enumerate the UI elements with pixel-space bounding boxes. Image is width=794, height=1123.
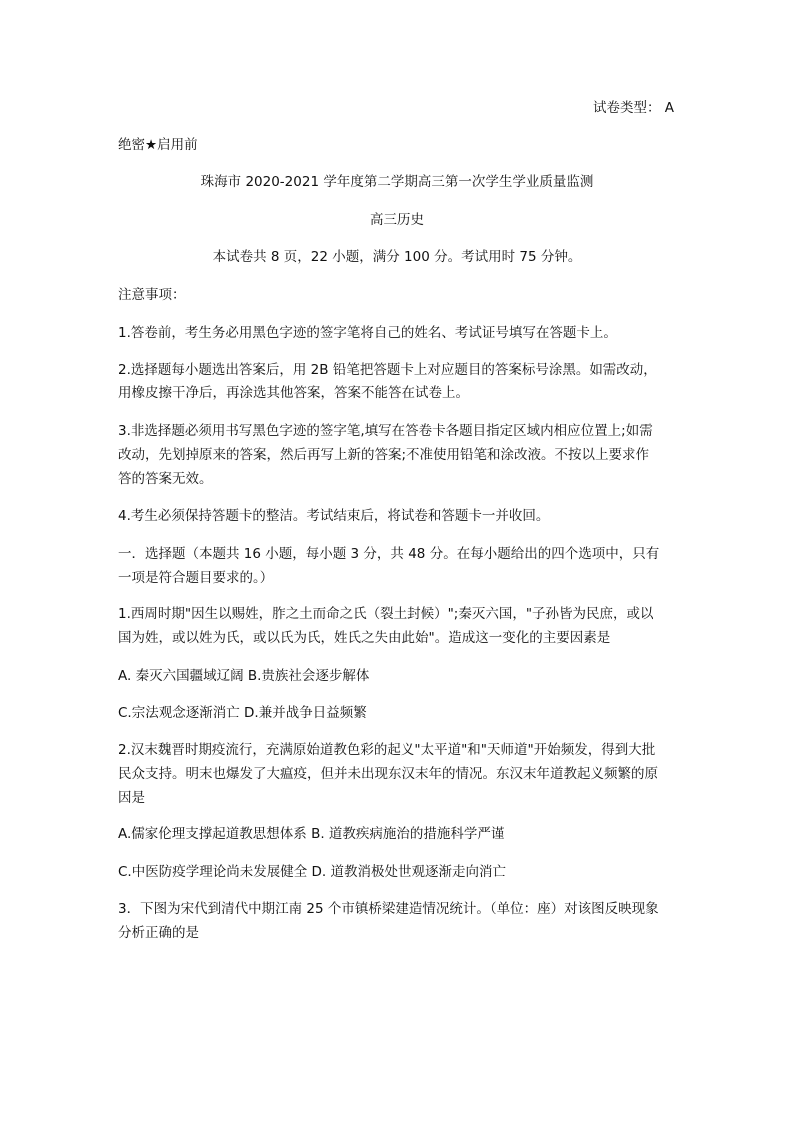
question-2-line-2: 民众支持。明末也爆发了大瘟疫，但并未出现东汉末年的情况。东汉末年道教起义频繁的原 bbox=[118, 766, 658, 782]
note-item-4: 4.考生必须保持答题卡的整洁。考试结束后，将试卷和答题卡一并收回。 bbox=[118, 508, 550, 524]
question-1-line-1: 1.西周时期"因生以赐姓，胙之土而命之氏（裂土封候）";秦灭六国，"子孙皆为民庶，或以 bbox=[118, 606, 654, 622]
note-item-2-line-2: 用橡皮擦干净后，再涂选其他答案，答案不能答在试卷上。 bbox=[118, 385, 469, 401]
note-item-3-line-2: 改动，先划掉原来的答案，然后再写上新的答案;不准使用铅笔和涂改液。不按以上要求作 bbox=[118, 447, 650, 463]
question-2-options-line-1: A.儒家伦理支撑起道教思想体系 B. 道教疾病施治的措施科学严谨 bbox=[118, 826, 505, 842]
question-1-options-line-2: C.宗法观念逐渐消亡 D.兼并战争日益频繁 bbox=[118, 705, 367, 721]
question-1-options-line-1: A. 秦灭六国疆域辽阔 B.贵族社会逐步解体 bbox=[118, 668, 370, 684]
note-item-3-line-1: 3.非选择题必须用书写黑色字迹的签字笔,填写在答卷卡各题目指定区域内相应位置上;如需 bbox=[118, 423, 653, 439]
subject-title: 高三历史 bbox=[370, 212, 424, 228]
section-1-line-2: 一项是符合题目要求的。） bbox=[118, 570, 274, 586]
exam-title: 珠海市 2020-2021 学年度第二学期高三第一次学生学业质量监测 bbox=[200, 174, 594, 190]
note-item-1: 1.答卷前，考生务必用黑色字迹的签字笔将自己的姓名、考试证号填写在答题卡上。 bbox=[118, 325, 617, 341]
section-1-line-1: 一．选择题（本题共 16 小题，每小题 3 分，共 48 分。在每小题给出的四个选项中，只有 bbox=[118, 546, 660, 562]
question-3-line-1: 3．下图为宋代到清代中期江南 25 个市镇桥梁建造情况统计。（单位：座）对该图反映现象 bbox=[118, 901, 659, 917]
question-2-line-3: 因是 bbox=[118, 790, 145, 806]
note-item-2-line-1: 2.选择题每小题选出答案后，用 2B 铅笔把答题卡上对应题目的答案标号涂黑。如需改动， bbox=[118, 362, 657, 378]
question-1-line-2: 国为姓，或以姓为氏，或以氏为氏，姓氏之失由此始"。造成这一变化的主要因素是 bbox=[118, 630, 611, 646]
exam-info: 本试卷共 8 页，22 小题，满分 100 分。考试用时 75 分钟。 bbox=[212, 249, 582, 265]
secret-label: 绝密★启用前 bbox=[118, 137, 198, 153]
notes-heading: 注意事项： bbox=[118, 287, 186, 303]
note-item-3-line-3: 答的答案无效。 bbox=[118, 471, 213, 487]
question-2-options-line-2: C.中医防疫学理论尚未发展健全 D. 道教消极处世观逐渐走向消亡 bbox=[118, 864, 506, 880]
paper-type-label: 试卷类型： A bbox=[592, 100, 674, 116]
question-2-line-1: 2.汉末魏晋时期疫流行，充满原始道教色彩的起义"太平道"和"天师道"开始频发，得到大批 bbox=[118, 742, 656, 758]
question-3-line-2: 分析正确的是 bbox=[118, 925, 199, 941]
